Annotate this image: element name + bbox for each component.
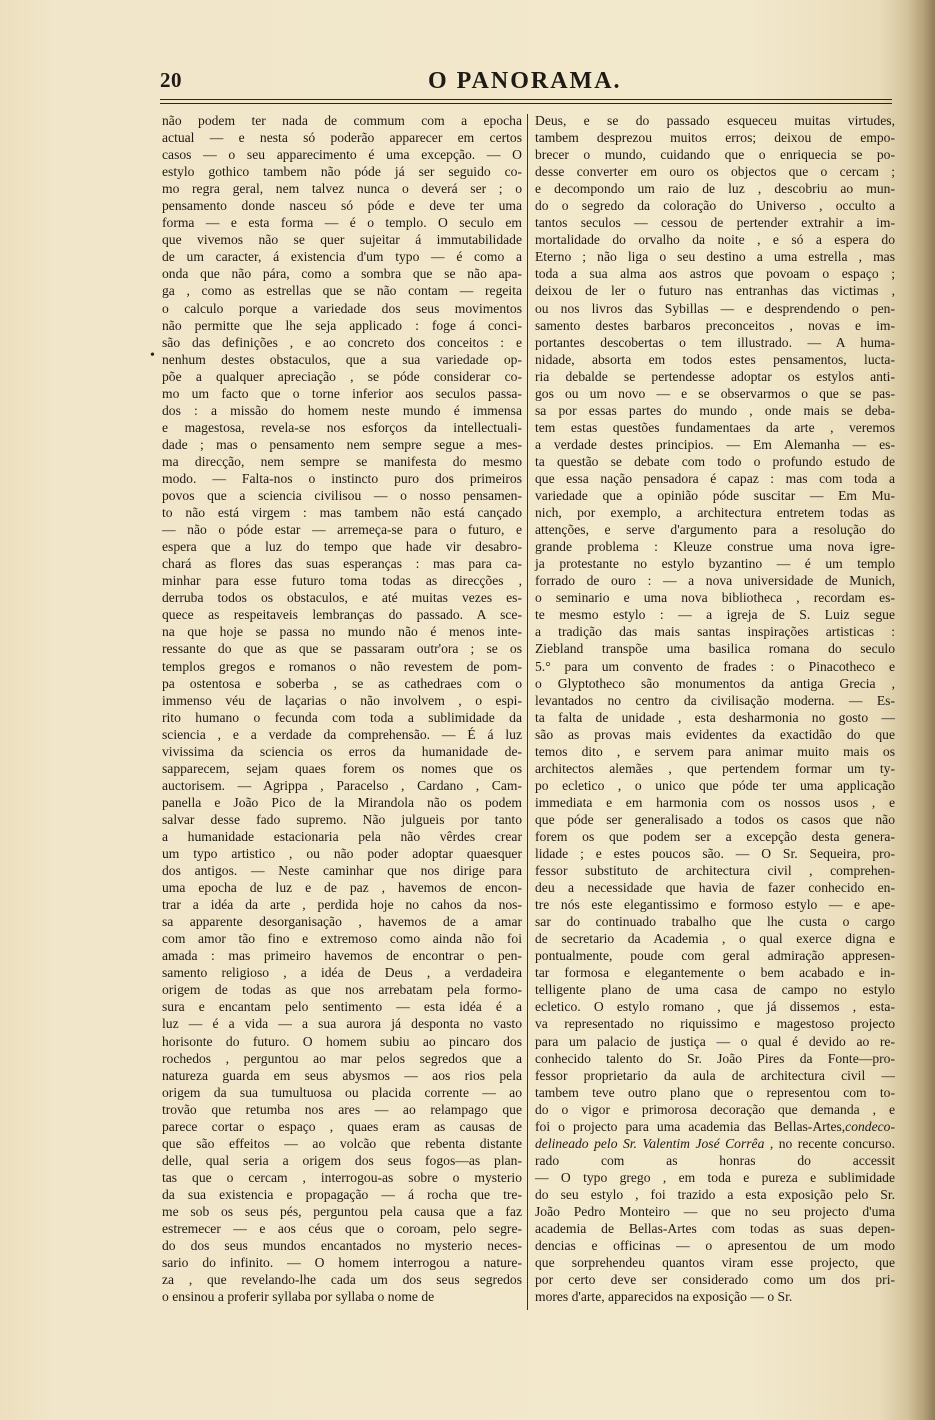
italic-fragment: condeco- bbox=[845, 1118, 895, 1134]
text-line bbox=[535, 1135, 895, 1152]
text-line: gos ou um novo — e se observarmos o que se pas- bbox=[535, 385, 895, 401]
text-line: deixou de ler o futuro nas entranhas das victimas , bbox=[535, 283, 895, 299]
text-line: nenhum destes obstaculos, que a sua variedade op- bbox=[162, 351, 522, 367]
text-line: rado com as honras do accessit bbox=[535, 1152, 895, 1168]
text-line: da sua existencia e propagação — á rocha que tre- bbox=[162, 1186, 522, 1202]
text-line: mo regra geral, nem talvez nunca o deverá ser ; o bbox=[162, 181, 522, 197]
text-line: vivissima da sciencia os erros da humanidade de- bbox=[162, 743, 522, 759]
text-line: mores d'arte, apparecidos na exposição — o Sr. bbox=[535, 1289, 793, 1305]
text-line: o seminario e uma nova bibliotheca , recordam es- bbox=[535, 590, 895, 606]
text-line: forem os que podem ser a excepção desta genera- bbox=[535, 828, 895, 844]
text-line: minhar para esse futuro toma todas as direcções , bbox=[162, 573, 522, 589]
text-line: parece cortar o espaço , quaes eram as causas de bbox=[162, 1118, 522, 1134]
text-line: do o vigor e primorosa decoração que demanda , e bbox=[535, 1101, 895, 1117]
text-line: o ensinou a proferir syllaba por syllaba o nome de bbox=[162, 1289, 435, 1305]
margin-mark: • bbox=[150, 348, 155, 363]
text-line: uma epocha de luz e de paz , havemos de encon- bbox=[162, 880, 522, 896]
text-line: que vivemos não se quer sujeitar á immutabilidade bbox=[162, 232, 522, 248]
text-line: variedade que a opinião póde suscitar — Em Mu- bbox=[535, 488, 895, 504]
text-line: a tradição das mais santas inspirações artisticas : bbox=[535, 624, 895, 640]
text-line: temos dito , e servem para animar muito mais os bbox=[535, 743, 895, 759]
text-line: por certo deve ser considerado como um dos pri- bbox=[535, 1272, 895, 1288]
text-line: academia de Bellas-Artes com todas as suas depen- bbox=[535, 1221, 895, 1237]
text-line: grande problema : Kleuze construe uma nova igre- bbox=[535, 539, 895, 555]
text-line: trovão que retumba nos ares — ao relampago que bbox=[162, 1101, 522, 1117]
text-line: conhecido talento do Sr. João Pires da Fonte—pro- bbox=[535, 1050, 895, 1066]
text-line: ma direcção, nem sempre se manifesta do mesmo bbox=[162, 453, 522, 469]
text-line: templos gregos e romanos o não revestem de pom- bbox=[162, 658, 522, 674]
text-line bbox=[535, 1118, 895, 1135]
text-line: 5.° para um convento de frades : o Pinacotheco e bbox=[535, 658, 895, 674]
page-number: 20 bbox=[160, 68, 182, 92]
text-line: salvar desse fado supremo. Não julgueis por tanto bbox=[162, 811, 522, 827]
text-line: tre nós este elegantissimo e formoso estylo — e ape- bbox=[535, 897, 895, 913]
text-line: dencias e officinas — o apresentou de um modo bbox=[535, 1238, 895, 1254]
text-line: o calculo porque a variedade dos seus movimentos bbox=[162, 300, 522, 316]
text-line: para um palacio de justiça — o qual é devido ao re- bbox=[535, 1033, 895, 1049]
text-line: attenções, e serve d'argumento para a resolução do bbox=[535, 522, 895, 538]
text-line: tem estas questões fundamentaes da arte , veremos bbox=[535, 419, 895, 435]
text-line: casos — o seu apparecimento é uma excepção. — O bbox=[162, 147, 522, 163]
text-line: fessor proprietario da aula de architectura civil — bbox=[535, 1067, 895, 1083]
text-line: samento religioso , a idéa de Deus , a verdadeira bbox=[162, 965, 522, 981]
text-line: lidade ; e estes poucos são. — O Sr. Sequeira, pro- bbox=[535, 846, 895, 862]
text-line: immenso véu de laçarias o não involvem , o espi- bbox=[162, 692, 522, 708]
text-line: e decompondo um raio de luz , descobriu ao mun- bbox=[535, 181, 895, 197]
text-line: za , que revelando-lhe cada um dos seus segredos bbox=[162, 1272, 522, 1288]
text-line: ria debalde se pertendesse adoptar os estylos anti- bbox=[535, 368, 895, 384]
text-line: mo um facto que o torne inferior aos seculos passa- bbox=[162, 385, 522, 401]
left-column bbox=[162, 112, 522, 1305]
text-line: tantos seculos — cessou de pertender extrahir a im- bbox=[535, 215, 895, 231]
text-line: toda a sua alma aos astros que povoam o espaço ; bbox=[535, 266, 895, 282]
text-line: panella e João Pico de la Mirandola não os podem bbox=[162, 794, 522, 810]
text-line: Ziebland transpõe uma basilica romana do seculo bbox=[535, 641, 895, 657]
header-rule-thin bbox=[160, 103, 892, 104]
text-line: que são effeitos — ao volcão que rebenta distante bbox=[162, 1135, 522, 1151]
text-line: tar formosa e elegantemente o bem acabado e in- bbox=[535, 965, 895, 981]
text-line: o Glyptotheco são monumentos da antiga Grecia , bbox=[535, 675, 895, 691]
page-header bbox=[160, 66, 894, 106]
text-line: chará as flores das suas esperanças : mas para ca- bbox=[162, 556, 522, 572]
text-line: ta questão se debate com todo o profundo estudo de bbox=[535, 453, 895, 469]
text-line: sa apparente desorganisação , havemos de a amar bbox=[162, 914, 522, 930]
journal-title: O PANORAMA. bbox=[428, 68, 622, 94]
text-line: de um caracter, á existencia d'um typo — é como a bbox=[162, 249, 522, 265]
text-line: ja protestante no estylo byzantino — é um templo bbox=[535, 556, 895, 572]
text-line: do o segredo da coloração do Universo , occulto a bbox=[535, 198, 895, 214]
text-line: desse converter em ouro os objectos que o cercam ; bbox=[535, 164, 895, 180]
text-line: fessor substituto de architectura civil , comprehen- bbox=[535, 863, 895, 879]
text-line: mortalidade do orvalho da noite , e só a espera do bbox=[535, 232, 895, 248]
text-line: tas que o cercam , interrogou-as sobre o mysterio bbox=[162, 1169, 522, 1185]
text-line: são das definições , e ao concreto dos conceitos : e bbox=[162, 334, 522, 350]
text-line: do seu estylo , foi trazido a esta exposição pelo Sr. bbox=[535, 1186, 895, 1202]
text-line: João Pedro Monteiro — que no seu projecto d'uma bbox=[535, 1204, 895, 1219]
page-spine-shadow bbox=[907, 0, 935, 1420]
text-line: sa por essas partes do mundo , onde mais se deba- bbox=[535, 402, 895, 418]
text-line: trar a idéa da arte , perdida hoje no cahos da nos- bbox=[162, 897, 522, 913]
text-line: luz — é a vida — a sua aurora já desponta no vasto bbox=[162, 1016, 522, 1032]
text-line: e magestosa, revela-se nos esforços da intellectuali- bbox=[162, 419, 522, 435]
text-line: espera que a luz do tempo que hade vir desabro- bbox=[162, 539, 522, 555]
text-line: onda que não pára, como a sombra que se não apa- bbox=[162, 266, 522, 282]
text-line: ecletico. O estylo romano , que já dissemos , esta- bbox=[535, 999, 895, 1015]
text-line: derruba todos os obstaculos, e até muitas vezes es- bbox=[162, 590, 522, 606]
text-line: to não está virgem : mas tambem não está cançado bbox=[162, 505, 522, 521]
text-line: sar do continuado trabalho que lhe custa o cargo bbox=[535, 914, 895, 930]
text-line: rito humano o fecunda com toda a sublimidade da bbox=[162, 709, 522, 725]
text-line: ressante do que as que se passaram outr'ora ; se os bbox=[162, 641, 522, 657]
text-line: amada : mas primeiro havemos de encontrar o pen- bbox=[162, 948, 522, 964]
text-fragment: no recente concurso. bbox=[778, 1135, 895, 1151]
header-rule bbox=[160, 99, 892, 100]
text-line: immediata e em harmonia com os nossos usos , e bbox=[535, 794, 895, 810]
text-line: architectos alemães , que pertendem formar um ty- bbox=[535, 760, 895, 776]
text-line: ta falta de unidade , esta desharmonia no gosto — bbox=[535, 709, 895, 725]
text-line: Deus, e se do passado esqueceu muitas virtudes, bbox=[535, 113, 895, 128]
text-line: pensamento donde nasceu só póde e deve ter uma bbox=[162, 198, 522, 214]
text-line: nidade, absorta em todos estes pensamentos, lucta- bbox=[535, 351, 895, 367]
text-line: pa ostentosa e soberba , se as cathedraes com o bbox=[162, 675, 522, 691]
text-line: levantados no centro da civilisação moderna. — Es- bbox=[535, 692, 895, 708]
text-line: deu a necessidade que havia de fazer conhecido en- bbox=[535, 880, 895, 896]
text-line: sario do infinito. — O homem interrogou a nature- bbox=[162, 1255, 522, 1271]
text-line: dos antigos. — Neste caminhar que nos dirige para bbox=[162, 863, 522, 879]
text-line: do dos seus mundos encantados no mysterio neces- bbox=[162, 1238, 522, 1254]
text-line: samento destes barbaros preconceitos , novas e im- bbox=[535, 317, 895, 333]
text-line: de secretario da Academia , o qual exerce digna e bbox=[535, 931, 895, 947]
text-line: horisonte do futuro. O homem subiu ao pincaro dos bbox=[162, 1033, 522, 1049]
text-line: modo. — Falta-nos o instincto puro dos primeiros bbox=[162, 470, 522, 486]
text-line: Eterno ; não liga o seu destino a uma estrella , mas bbox=[535, 249, 895, 265]
text-line: que essa nação pensadora é capaz : mas com toda a bbox=[535, 470, 895, 486]
text-line: tambem desprezou muitos erros; deixou de empo- bbox=[535, 130, 895, 146]
text-line: dos : a missão do homem neste mundo é immensa bbox=[162, 402, 522, 418]
text-line: um typo artistico , ou não poder adoptar quaesquer bbox=[162, 846, 522, 862]
text-line: estylo gothico tambem não póde já ser seguido co- bbox=[162, 164, 522, 180]
text-line: portantes descobertas o tem illustrado. — A huma- bbox=[535, 334, 895, 350]
text-line: pontualmente, poude com geral admiração appresen- bbox=[535, 948, 895, 964]
text-line: telligente plano de uma casa de campo no estylo bbox=[535, 982, 895, 998]
text-line: brecer o mundo, cuidando que o enriquecia se po- bbox=[535, 147, 895, 163]
text-line: sapparecem, sejam quaes forem os nomes que os bbox=[162, 760, 522, 776]
text-line: estremecer — e aos céus que o coroam, pelo segre- bbox=[162, 1221, 522, 1237]
text-line: va representado no riquissimo e magestoso projecto bbox=[535, 1016, 895, 1032]
text-line: com amor tão fino e extremoso como ainda não foi bbox=[162, 931, 522, 947]
text-line: origem da sua tumultuosa ou placida corrente — ao bbox=[162, 1084, 522, 1100]
text-line: dade ; mas o pensamento nem sempre segue a mes- bbox=[162, 436, 522, 452]
text-line: são as provas mais evidentes da exactidão do que bbox=[535, 726, 895, 742]
text-line: na que hoje se passa no mundo não é menos inte- bbox=[162, 624, 522, 640]
right-column bbox=[535, 112, 895, 1305]
text-line: forma — e esta forma — é o templo. O seculo em bbox=[162, 215, 522, 231]
text-line: nich, por exemplo, a architectura entretem todas as bbox=[535, 505, 895, 521]
text-line: quece as respeitaveis lembranças do passado. A sce- bbox=[162, 607, 522, 623]
text-line: tambem teve outro plano que o representou com to- bbox=[535, 1084, 895, 1100]
text-line: que póde ser generalisado a todos os casos que não bbox=[535, 811, 895, 827]
text-line: sura e encantam pelo sentimento — esta idéa é a bbox=[162, 999, 522, 1015]
text-line: me sob os seus pés, perguntou pela causa que a faz bbox=[162, 1204, 522, 1219]
text-line: delle, qual seria a origem dos seus fogos—as plan- bbox=[162, 1152, 522, 1168]
text-line: povos que a sciencia civilisou — o nosso pensamen- bbox=[162, 488, 522, 504]
text-line: que sorprehendeu quantos viram esse projecto, que bbox=[535, 1255, 895, 1271]
text-line: não permitte que lhe seja applicado : foge á conci- bbox=[162, 317, 522, 333]
text-line: natureza guarda em seus abysmos — aos rios pela bbox=[162, 1067, 522, 1083]
text-line: — O typo grego , em toda e pureza e sublimidade bbox=[535, 1169, 895, 1185]
text-line: põe a qualquer apreciação , se póde considerar co- bbox=[162, 368, 522, 384]
text-line: não podem ter nada de commum com a epocha bbox=[162, 113, 522, 128]
text-line: a verdade destes principios. — Em Alemanha — es- bbox=[535, 436, 895, 452]
italic-fragment: delineado pelo Sr. Valentim José Corrêa , bbox=[535, 1135, 779, 1151]
text-line: forrado de ouro : — a nova universidade de Munich, bbox=[535, 573, 895, 589]
text-line: sciencia , e a verdade da comprehensão. — É á luz bbox=[162, 726, 522, 742]
text-line: origem de todas as que nos arrebatam pela formo- bbox=[162, 982, 522, 998]
text-line: po ecletico , o unico que póde ter uma applicação bbox=[535, 777, 895, 793]
text-line: a humanidade estacionaria pela não vêrdes crear bbox=[162, 828, 522, 844]
text-line: actual — e nesta só poderão apparecer em certos bbox=[162, 130, 522, 146]
text-line: rochedos , perguntou ao mar pelos segredos que a bbox=[162, 1050, 522, 1066]
text-line: ou nos livros das Sybillas — e desprendendo o pen- bbox=[535, 300, 895, 316]
text-line: ga , como as estrellas que se não contam — regeita bbox=[162, 283, 522, 299]
text-line: te mesmo estylo : — a igreja de S. Luiz segue bbox=[535, 607, 895, 623]
column-divider bbox=[527, 114, 528, 1310]
text-fragment: foi o projecto para uma academia das Bellas-Artes, bbox=[535, 1118, 846, 1134]
text-line: auctorisem. — Agrippa , Paracelso , Cardano , Cam- bbox=[162, 777, 522, 793]
text-line: — não o póde estar — arremeça-se para o futuro, e bbox=[162, 522, 522, 538]
